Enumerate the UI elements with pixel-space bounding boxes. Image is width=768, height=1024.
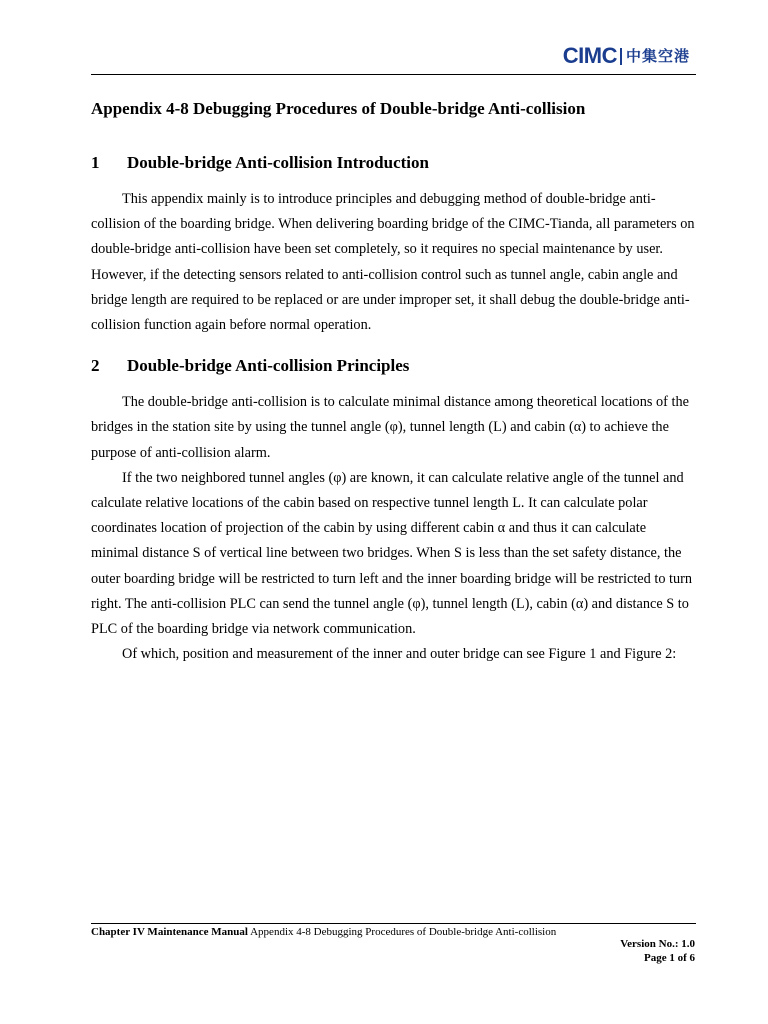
logo-latin-text: CIMC	[562, 43, 617, 68]
footer-chapter: Chapter IV Maintenance Manual	[91, 926, 248, 938]
section-number: 2	[91, 356, 100, 376]
footer-meta	[620, 937, 695, 965]
footer-caption	[91, 925, 556, 939]
paragraph: The double-bridge anti-collision is to calculate minimal distance among theoretical locations of the bridges in the station site by using the tunnel angle (φ), tunnel length (L) and cabin (α) to achieve the purpose of anti-collision alarm.	[91, 394, 689, 461]
paragraph: This appendix mainly is to introduce principles and debugging method of double-bridge anti-collision of the boarding bridge. When delivering boarding bridge of the CIMC-Tianda, all parameters on double-bridge anti-collision have been set completely, so it requires no special maintenance by user. However, if the detecting sensors related to anti-collision control such as tunnel angle, cabin angle and bridge length are required to be replaced or are under improper set, it shall debug the double-bridge anti-collision function again before normal operation.	[91, 191, 695, 334]
logo-divider	[620, 48, 622, 65]
footer-rule	[91, 923, 696, 924]
version-number: Version No.: 1.0	[620, 938, 695, 950]
section-1	[91, 151, 697, 338]
logo-chinese-text: 中集空港	[625, 47, 690, 65]
document-body	[91, 97, 697, 667]
document-title: Appendix 4-8 Debugging Procedures of Double-bridge Anti-collision	[91, 99, 586, 118]
page-number: Page 1 of 6	[643, 952, 695, 964]
section-heading	[91, 151, 697, 175]
paragraph: If the two neighbored tunnel angles (φ) are known, it can calculate relative angle of the tunnel and calculate relative locations of the cabin based on respective tunnel length L. It can calculate polar coordinates location of projection of the cabin by using different cabin α and thus it can calculate minimal distance S of vertical line between two bridges. When S is less than the set safety distance, the outer boarding bridge will be restricted to turn left and the inner boarding bridge will be restricted to turn right. The anti-collision PLC can send the tunnel angle (φ), tunnel length (L), cabin (α) and distance S to PLC of the boarding bridge via network communication.	[91, 469, 693, 638]
section-title: Double-bridge Anti-collision Introduction	[127, 153, 429, 172]
section-number: 1	[91, 153, 100, 172]
section-title: Double-bridge Anti-collision Principles	[127, 356, 410, 376]
cimc-logo	[563, 43, 690, 69]
footer-appendix: Appendix 4-8 Debugging Procedures of Double-bridge Anti-collision	[247, 926, 557, 938]
paragraph: Of which, position and measurement of the inner and outer bridge can see Figure 1 and Figure 2:	[122, 646, 677, 663]
section-2	[91, 354, 697, 667]
header-rule	[91, 74, 696, 75]
section-heading	[91, 354, 697, 378]
